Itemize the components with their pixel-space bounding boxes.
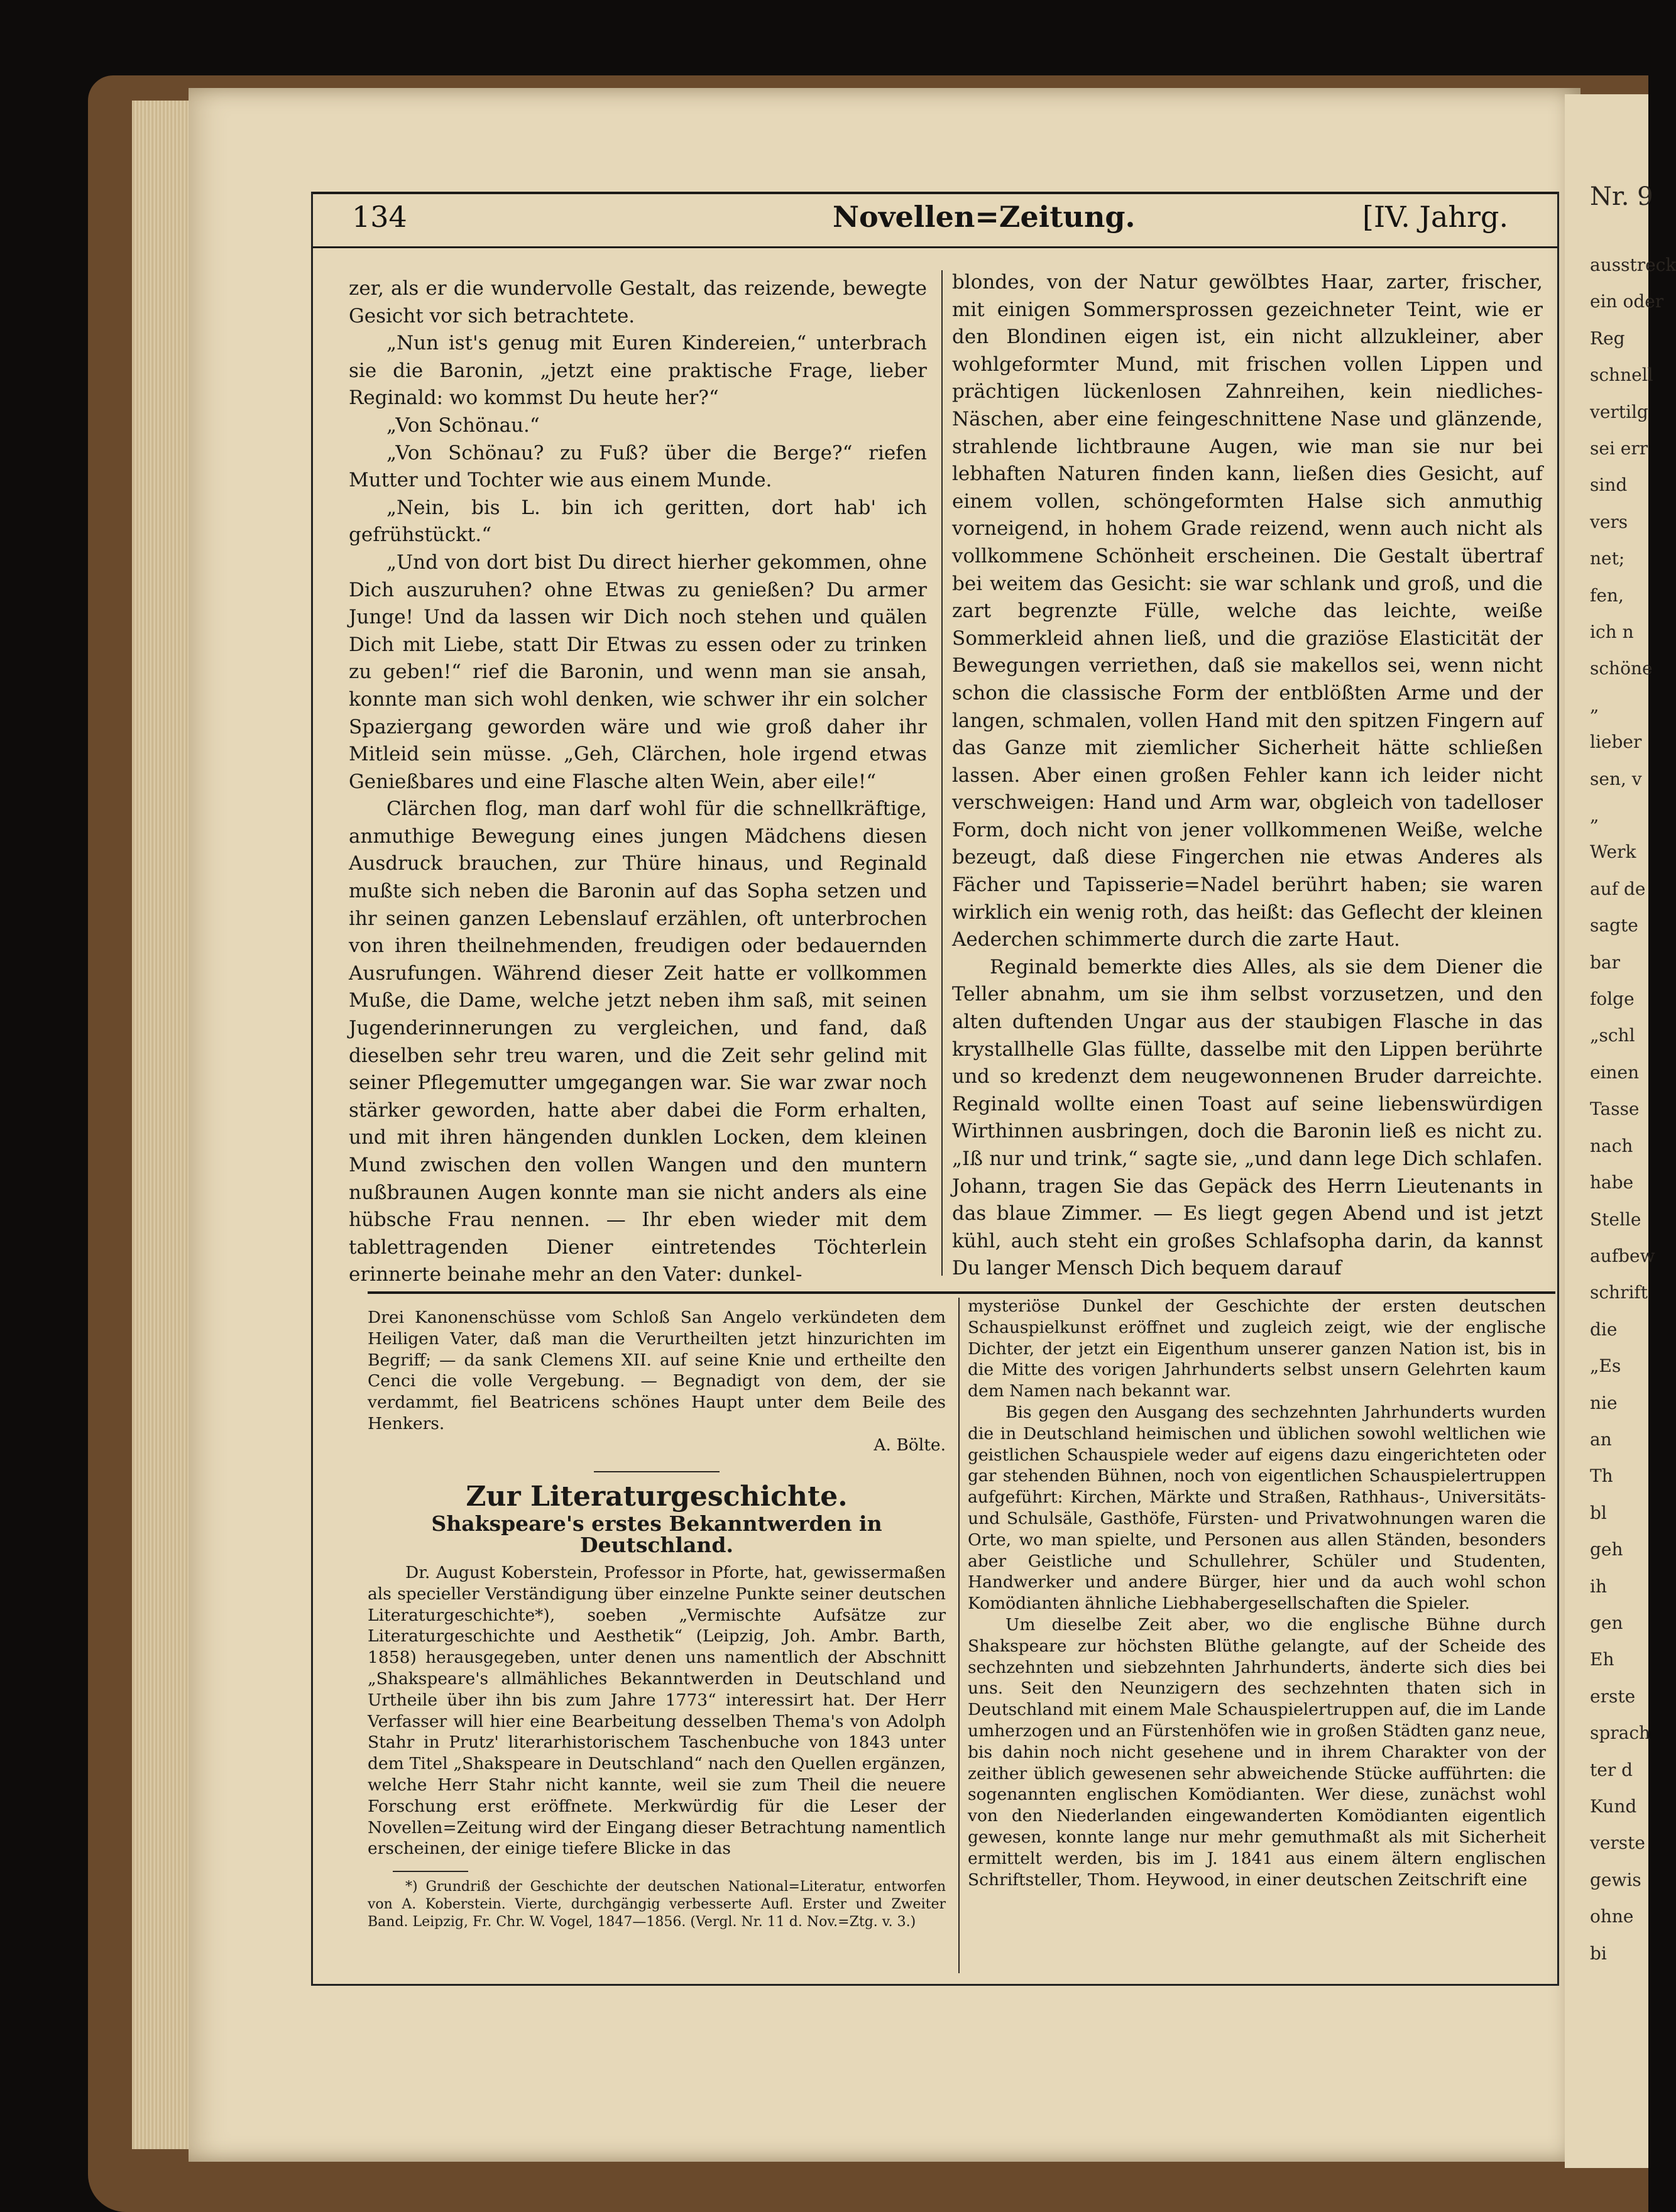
adjacent-page-fragment: „: [1590, 805, 1599, 826]
adjacent-page-fragment: die: [1590, 1318, 1618, 1340]
adjacent-page-fragment: nach: [1590, 1135, 1633, 1156]
adjacent-page-fragment: nie: [1590, 1392, 1618, 1413]
article-heading: Zur Literaturgeschichte.: [466, 1480, 848, 1513]
paragraph: Reginald bemerkte dies Alles, als sie dem Diener die Teller abnahm, um sie ihm selbst vorzusetzen, und den alten duftenden Ungar aus der staubigen Flasche in das krystallhelle Glas füllte, dasselbe mit den Lippen berührte und so kredenzt dem neugewonnenen Bruder darreichte. Reginald wollte einen Toast auf seine liebenswürdigen Wirthinnen ausbringen, doch die Baronin ließ es nicht zu. „Iß nur und trink,“ sagte sie, „und dann lege Dich schlafen. Johann, tragen Sie das Gepäck des Herrn Lieutenants in das blaue Zimmer. — Es liegt gegen Abend und ist jetzt kühl, auch steht ein großes Schlafsopha darin, da kannst Du langer Mensch Dich bequem darauf: [952, 955, 1543, 1280]
section-divider: [368, 1291, 1555, 1294]
adjacent-page-fragment: net;: [1590, 548, 1625, 569]
adjacent-page-fragment: sei err: [1590, 438, 1648, 459]
paragraph: Clärchen flog, man darf wohl für die schnellkräftige, anmuthige Bewegung eines jungen Mädchens diesen Ausdruck brauchen, zur Thüre hinaus, und Reginald mußte sich neben die Baronin auf das Sopha setzen und ihr seinen ganzen Lebenslauf erzählen, oft unterbrochen von ihren theilnehmenden, freudigen oder bedauernden Ausrufungen. Während dieser Zeit hatte er vollkommen Muße, die Dame, welche jetzt neben ihm saß, mit seinen Jugenderinnerungen zu vergleichen, und fand, daß dieselben sehr treu waren, und die Zeit sehr gelind mit seiner Pflegemutter umgegangen war. Sie war zwar noch stärker geworden, hatte aber dabei die Form erhalten, und mit ihren hängenden dunklen Locken, dem kleinen Mund zwischen den vollen Wangen und den muntern nußbraunen Augen konnte man sie nicht anders als eine hübsche Frau nennen. — Ihr eben wieder mit dem tablettragenden Diener eintretendes Töchterlein erinnerte beinahe mehr an den Vater: dunkel-: [349, 797, 927, 1286]
page-number: 134: [352, 200, 407, 234]
paragraph: Drei Kanonenschüsse vom Schloß San Angelo verkündeten dem Heiligen Vater, daß man die Verurtheilten jetzt hinzurichten im Begriff; — da sank Clemens XII. auf seine Knie und ertheilte den Cenci die volle Vergebung. — Begnadigt von dem, der sie verdammt, fiel Beatricens schönes Haupt unter dem Beile des Henkers.: [368, 1308, 946, 1433]
adjacent-page-fragment: gen: [1590, 1612, 1623, 1633]
adjacent-page-fragment: fen,: [1590, 584, 1624, 606]
adjacent-page-fragment: Th: [1590, 1465, 1613, 1487]
adjacent-page-fragment: ich n: [1590, 621, 1634, 643]
adjacent-page-fragment: Kund: [1590, 1795, 1637, 1817]
adjacent-page-fragment: „schl: [1590, 1025, 1635, 1046]
paragraph: Dr. August Koberstein, Professor in Pforte, hat, gewissermaßen als specieller Verständigung über einzelne Punkte seiner deutschen Literaturgeschichte*), soeben „Vermischte Aufsätze zur Literaturgeschichte und Aesthetik“ (Leipzig, Joh. Ambr. Barth, 1858) herausgegeben, unter denen uns namentlich der Abschnitt „Shakspeare's allmähliches Bekanntwerden in Deutschland und Urtheile über ihn bis zum Jahre 1773“ interessirt hat. Der Herr Verfasser will hier eine Bearbeitung desselben Thema's von Adolph Stahr in Prutz' literarhistorischem Taschenbuche von 1843 unter dem Titel „Shakspeare in Deutschland“ nach den Quellen ergänzen, welche Herr Stahr nicht kannte, weil sie zum Theil die neuere Forschung erst eröffnete. Merkwürdig für die Leser der Novellen=Zeitung wird der Eingang dieser Betrachtung namentlich erscheinen, der einige tiefere Blicke in das: [368, 1562, 946, 1859]
signature: A. Bölte.: [874, 1435, 946, 1455]
adjacent-page-header: Nr. 9: [1590, 182, 1653, 211]
paragraph: „Nein, bis L. bin ich geritten, dort hab' ich gefrühstückt.“: [349, 496, 927, 547]
adjacent-page-fragment: verste: [1590, 1832, 1645, 1854]
adjacent-page-fragment: auf de: [1590, 878, 1646, 899]
adjacent-page-fragment: ein oder: [1590, 291, 1664, 312]
column-separator: [958, 1298, 960, 1973]
page-edges: [132, 101, 195, 2149]
adjacent-page-fragment: „: [1590, 694, 1599, 716]
adjacent-page-fragment: aufbew: [1590, 1245, 1655, 1266]
adjacent-page-fragment: Stelle: [1590, 1208, 1641, 1230]
lower-right-column: [968, 1296, 1546, 1890]
paragraph: mysteriöse Dunkel der Geschichte der ersten deutschen Schauspielkunst eröffnet und zugleich zeigt, wie der englische Dichter, der jetzt ein Eigenthum unserer ganzen Nation ist, bis in die Mitte des vorigen Jahrhunderts selbst unsern Gelehrten kaum dem Namen nach bekannt war.: [968, 1296, 1546, 1401]
paragraph: zer, als er die wundervolle Gestalt, das reizende, bewegte Gesicht vor sich betrachtete.: [349, 277, 927, 327]
adjacent-page-fragment: Eh: [1590, 1649, 1614, 1670]
adjacent-page-fragment: „Es: [1590, 1355, 1621, 1377]
adjacent-page-fragment: Werk: [1590, 841, 1636, 863]
adjacent-page-fragment: einen: [1590, 1061, 1640, 1083]
adjacent-page-fragment: lieber: [1590, 731, 1642, 753]
adjacent-page-fragment: vers: [1590, 511, 1628, 532]
volume-year: [IV. Jahrg.: [1362, 200, 1509, 234]
adjacent-page-fragment: bi: [1590, 1942, 1607, 1964]
adjacent-page-fragment: sagte: [1590, 915, 1638, 936]
paragraph: Um dieselbe Zeit aber, wo die englische Bühne durch Shakspeare zur höchsten Blüthe gelangte, auf der Scheide des sechzehnten und siebzehnten Jahrhunderts, änderte sich dies bei uns. Seit den Neunzigern des sechzehnten thaten sich in Deutschland mit einem Male Schauspielertruppen auf, die im Lande umherzogen und an Fürstenhöfen wie in großen Städten ganz neue, bis dahin noch nicht gesehene und in ihrem Charakter von der zeither üblich gewesenen sehr abweichende Stücke aufführten: die sogenannten englischen Komödianten. Wer diese, zunächst wohl von den Niederlanden eingewanderten Komödianten eigentlich gewesen, konnte lange nur mehr gemuthmaßt als mit Sicherheit ermittelt werden, bis im J. 1841 aus einem ältern englischen Schriftsteller, Thom. Heywood, in einer deutschen Zeitschrift eine: [968, 1614, 1546, 1890]
adjacent-page-fragment: habe: [1590, 1172, 1634, 1193]
adjacent-page-fragment: erste: [1590, 1685, 1636, 1707]
adjacent-page-fragment: ohne: [1590, 1906, 1634, 1927]
adjacent-page-fragment: schnell: [1590, 364, 1653, 386]
paragraph: Bis gegen den Ausgang des sechzehnten Jahrhunderts wurden die in Deutschland heimischen und üblichen sowohl weltlichen wie geistlichen Schauspiele weder auf eigens dazu eingerichteten oder gar stehenden Bühnen, noch von eigentlichen Schauspielertruppen aufgeführt: Kirchen, Märkte und Straßen, Rathhaus-, Universitäts- und Schulsäle, Gasthöfe, Fürsten- und Privatwohnungen waren die Orte, wo man spielte, und Personen aus allen Ständen, besonders aber Geistliche und Schullehrer, Schüler und Studenten, Handwerker und andere Bürger, hier und da auch wohl schon Komödianten ähnliche Liebhabergesellschaften die Spieler.: [968, 1402, 1546, 1614]
paragraph: blondes, von der Natur gewölbtes Haar, zarter, frischer, mit einigen Sommersprossen gezeichneter Teint, wie er den Blondinen eigen ist, ein nicht allzukleiner, aber wohlgeformter Mund, mit frischen vollen Lippen und prächtigen lückenlosen Zahnreihen, kein niedliches-Näschen, aber eine feingeschnittene Nase und glänzende, strahlende lichtbraune Augen, wie man sie nur bei lebhaften Naturen finden kann, ließen dies Gesicht, auf einem vollen, schöngeformten Halse sich anmuthig vorneigend, in hohem Grade reizend, wenn auch nicht als vollkommene Schönheit erscheinen. Die Gestalt übertraf bei weitem das Gesicht: sie war schlank und groß, und die zart begrenzte Fülle, welche das leichte, weiße Sommerkleid ahnen ließ, und die graziöse Elasticität der Bewegungen verriethen, daß sie makellos sei, wenn nicht schon die classische Form der entblößten Arme und der langen, schmalen, vollen Hand mit den spitzen Fingern auf das Ganze mit ziemlicher Sicherheit hätte schließen lassen. Aber einen großen Fehler kann ich leider nicht verschweigen: Hand und Arm war, obgleich von tadelloser Form, doch nicht von jener vollkommenen Weiße, welche bezeugt, daß diese Fingerchen nie etwas Anderes als Fächer und Tapisserie=Nadel berührt haben; sie waren wirklich ein wenig roth, das heißt: das Geflecht der kleinen Aederchen schimmerte durch die zarte Haut.: [952, 271, 1543, 951]
article-subheading: Shakspeare's erstes Bekanntwerden in Deutschland.: [431, 1511, 882, 1558]
adjacent-page-fragment: ausstreck: [1590, 255, 1676, 275]
lower-left-column: [368, 1307, 946, 1931]
adjacent-page-fragment: bar: [1590, 951, 1621, 973]
adjacent-page-fragment: an: [1590, 1428, 1612, 1450]
paragraph: „Nun ist's genug mit Euren Kindereien,“ unterbrach sie die Baronin, „jetzt eine praktische Frage, lieber Reginald: wo kommst Du heute her?“: [349, 332, 927, 410]
adjacent-page-fragment: bl: [1590, 1502, 1607, 1523]
page-title: Novellen=Zeitung.: [833, 200, 1136, 234]
adjacent-page-fragment: sen, v: [1590, 768, 1642, 789]
adjacent-page-fragment: Tasse: [1590, 1098, 1640, 1120]
adjacent-page-fragment: folge: [1590, 988, 1635, 1010]
paragraph: „Von Schönau.“: [386, 413, 540, 437]
adjacent-page-fragment: ter d: [1590, 1759, 1633, 1780]
adjacent-page-fragment: vertilg: [1590, 401, 1648, 422]
adjacent-page-fragment: sprach: [1590, 1722, 1651, 1744]
adjacent-page-fragment: ih: [1590, 1575, 1607, 1597]
adjacent-page-fragment: geh: [1590, 1539, 1623, 1560]
adjacent-page-fragment: schrift: [1590, 1282, 1648, 1303]
adjacent-page-fragment: sind: [1590, 474, 1628, 496]
adjacent-page-fragment: Reg: [1590, 327, 1625, 349]
paragraph: „Und von dort bist Du direct hierher gekommen, ohne Dich auszuruhen? ohne Etwas zu genießen? Du armer Junge! Und da lassen wir Dich noch stehen und quälen Dich mit Liebe, statt Dir Etwas zu essen oder zu trinken zu geben!“ rief die Baronin, und wenn man sie ansah, konnte man sich wohl denken, wie schwer ihr ein solcher Spaziergang geworden wäre und wie groß daher ihr Mitleid sein müsse. „Geh, Clärchen, hole irgend etwas Genießbares und eine Flasche alten Wein, aber eile!“: [349, 550, 927, 793]
upper-right-column: [952, 269, 1543, 1283]
column-separator: [941, 270, 943, 1276]
adjacent-page-fragment: schöne: [1590, 658, 1653, 679]
upper-left-column: [349, 275, 927, 1289]
paragraph: „Von Schönau? zu Fuß? über die Berge?“ riefen Mutter und Tochter wie aus einem Munde.: [349, 441, 927, 492]
adjacent-page-fragment: gewis: [1590, 1869, 1641, 1890]
footnote: *) Grundriß der Geschichte der deutschen National=Literatur, entworfen von A. Koberstein. Vierte, durchgängig verbesserte Aufl. Erster und Zweiter Band. Leipzig, Fr. Chr. W. Vogel, 1847—1856. (Vergl. Nr. 11 d. Nov.=Ztg. v. 3.): [368, 1879, 946, 1930]
